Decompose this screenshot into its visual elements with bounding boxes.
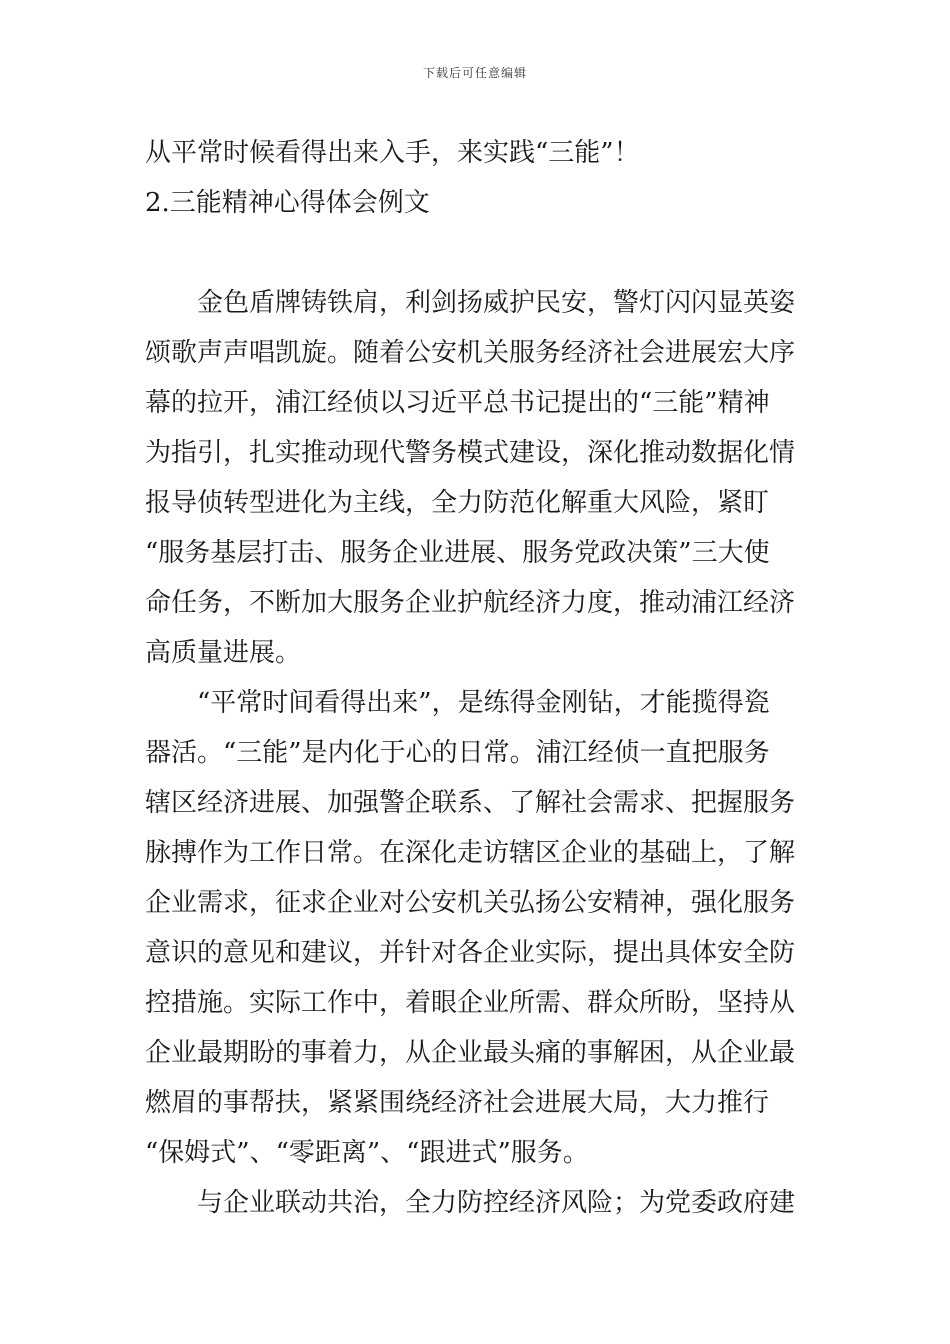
paragraph-first-line: 金色盾牌铸铁肩，利剑扬威护民安，警灯闪闪显英姿 <box>197 288 796 318</box>
text-line: 脉搏作为工作日常。在深化走访辖区企业的基础上，了解 <box>145 838 796 868</box>
text-line: 意识的意见和建议，并针对各企业实际，提出具体安全防 <box>145 938 796 968</box>
document-body <box>145 128 807 1228</box>
text-line: 报导侦转型进化为主线，全力防范化解重大风险，紧盯 <box>145 488 770 518</box>
text-line: “服务基层打击、服务企业进展、服务党政决策”三大使 <box>145 538 770 568</box>
paragraph-first-line: “平常时间看得出来”，是练得金刚钻，才能揽得瓷 <box>197 688 770 718</box>
text-line: 器活。“三能”是内化于心的日常。浦江经侦一直把服务 <box>145 738 770 768</box>
text-line: 企业需求，征求企业对公安机关弘扬公安精神，强化服务 <box>145 888 796 918</box>
page-header: 下载后可任意编辑 <box>422 66 527 80</box>
text-line: 幕的拉开，浦江经侦以习近平总书记提出的“三能”精神 <box>145 388 770 418</box>
text-line: 命任务，不断加大服务企业护航经济力度，推动浦江经济 <box>145 588 796 618</box>
text-line: 为指引，扎实推动现代警务模式建设，深化推动数据化情 <box>145 438 796 468</box>
text-line: 高质量进展。 <box>145 638 302 668</box>
text-line: 控措施。实际工作中，着眼企业所需、群众所盼，坚持从 <box>145 988 796 1018</box>
text-line: 辖区经济进展、加强警企联系、了解社会需求、把握服务 <box>145 788 796 818</box>
text-line: 从平常时候看得出来入手，来实践“三能”！ <box>145 138 640 168</box>
text-line: “保姆式”、“零距离”、“跟进式”服务。 <box>145 1138 589 1168</box>
text-line: 企业最期盼的事着力，从企业最头痛的事解困，从企业最 <box>145 1038 796 1068</box>
paragraph-gap <box>145 228 807 278</box>
text-line: 颂歌声声唱凯旋。随着公安机关服务经济社会进展宏大序 <box>145 338 796 368</box>
paragraph-first-line: 与企业联动共治，全力防控经济风险；为党委政府建 <box>197 1188 796 1218</box>
section-heading: 2.三能精神心得体会例文 <box>145 188 430 218</box>
text-line: 燃眉的事帮扶，紧紧围绕经济社会进展大局，大力推行 <box>145 1088 770 1118</box>
